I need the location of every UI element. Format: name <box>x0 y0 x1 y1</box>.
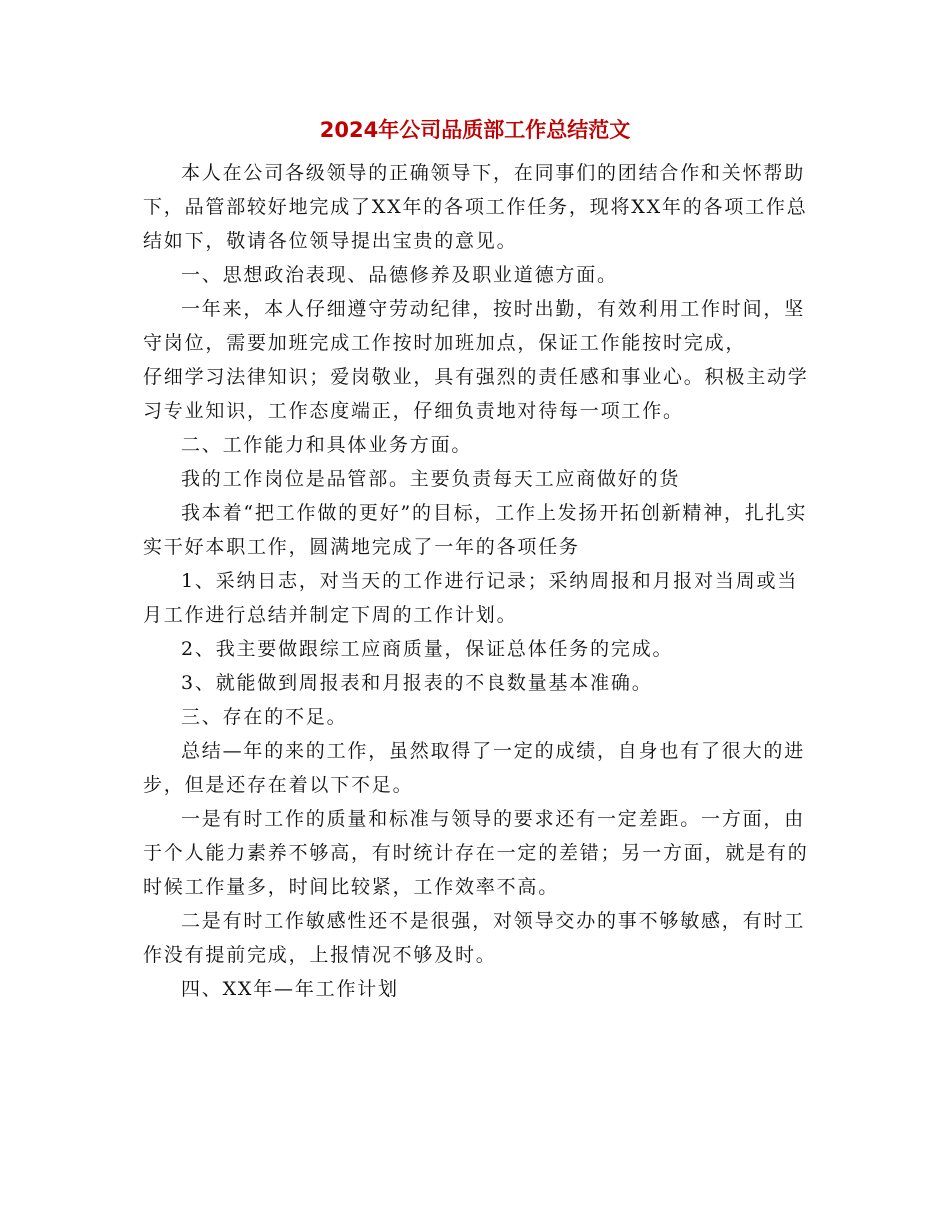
heading-section-3: 三、存在的不足。 <box>181 706 348 728</box>
list-item-2: 2、我主要做跟综工应商质量，保证总体任务的完成。 <box>181 638 674 660</box>
paragraph-section-1-cont: 仔细学习法律知识；爱岗敬业，具有强烈的责任感和事业心。积极主动学习专业知识，工作态度端正，仔细负责地对待每一项工作。 <box>143 366 809 422</box>
paragraph-goal: 我本着“把工作做的更好”的目标，工作上发扬开拓创新精神，扎扎实实干好本职工作，圆满地完成了一年的各项任务 <box>143 502 808 558</box>
paragraph-shortcoming-2: 二是有时工作敏感性还不是很强，对领导交办的事不够敏感，有时工作没有提前完成，上报情况不够及时。 <box>143 910 806 966</box>
heading-section-1: 一、思想政治表现、品德修养及职业道德方面。 <box>181 264 618 286</box>
paragraph-section-1: 一年来，本人仔细遵守劳动纪律，按时出勤，有效利用工作时间，坚守岗位，需要加班完成工作按时加班加点，保证工作能按时完成， <box>143 298 806 354</box>
heading-section-4: 四、XX年—年工作计划 <box>181 978 399 1000</box>
paragraph-shortcoming-1: 一是有时工作的质量和标准与领导的要求还有一定差距。一方面，由于个人能力素养不够高，有时统计存在一定的差错；另一方面，就是有的时候工作量多，时间比较紧，工作效率不高。 <box>143 808 809 898</box>
document-title: 2024年公司品质部工作总结范文 <box>319 118 631 142</box>
heading-section-2: 二、工作能力和具体业务方面。 <box>181 434 473 456</box>
list-item-3: 3、就能做到周报表和月报表的不良数量基本准确。 <box>181 672 653 694</box>
document-body <box>143 156 811 1006</box>
paragraph-position: 我的工作岗位是品管部。主要负责每天工应商做好的货 <box>181 468 681 490</box>
paragraph-intro: 本人在公司各级领导的正确领导下，在同事们的团结合作和关怀帮助下，品管部较好地完成了XX年的各项工作任务，现将XX年的各项工作总结如下，敬请各位领导提出宝贵的意见。 <box>143 162 808 252</box>
paragraph-shortcomings: 总结—年的来的工作，虽然取得了一定的成绩，自身也有了很大的进步，但是还存在着以下不足。 <box>143 740 806 796</box>
list-item-1: 1、采纳日志，对当天的工作进行记录；采纳周报和月报对当周或当月工作进行总结并制定下周的工作计划。 <box>143 570 799 626</box>
